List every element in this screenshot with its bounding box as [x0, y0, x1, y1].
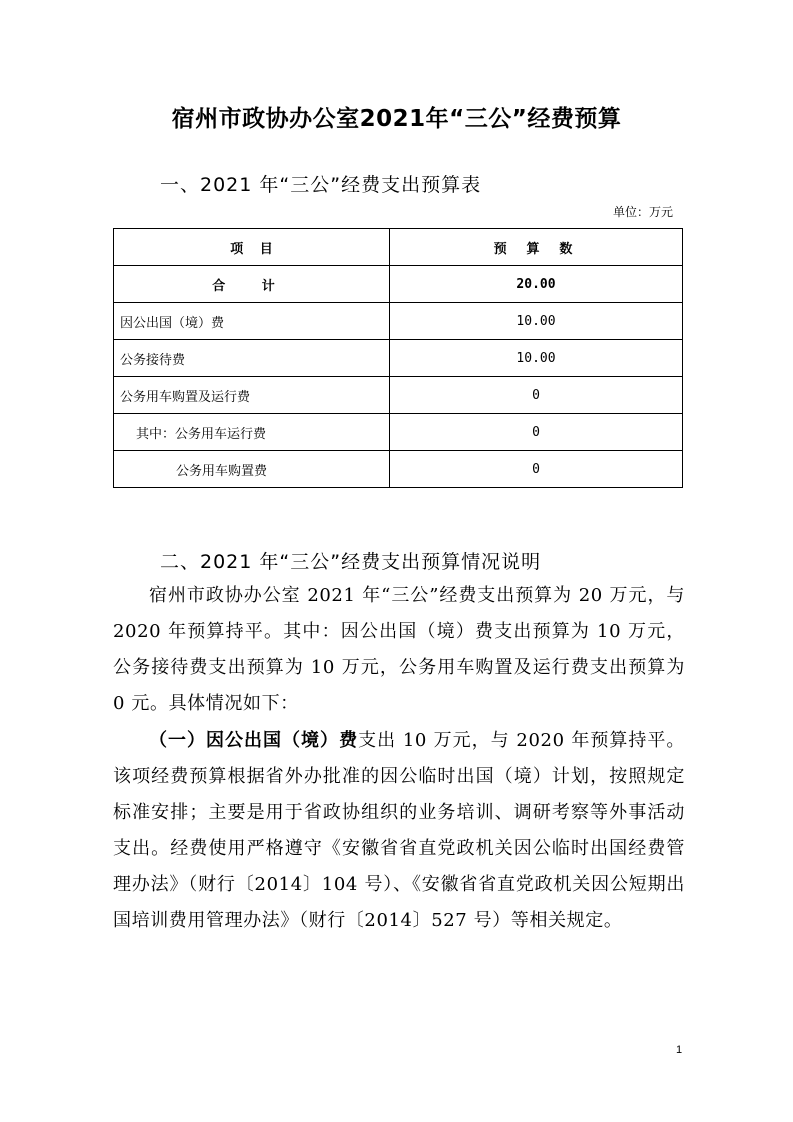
- row-item: 其中：公务用车运行费: [114, 414, 390, 451]
- table-header-row: [114, 229, 683, 266]
- header-item: 项 目: [114, 229, 390, 266]
- header-amount: 预 算 数: [390, 229, 683, 266]
- table-row: [114, 414, 683, 451]
- row-amount: 10.00: [390, 340, 683, 377]
- paragraph-summary: 宿州市政协办公室 2021 年“三公”经费支出预算为 20 万元，与 2020 年预算持平。其中：因公出国（境）费支出预算为 10 万元，公务接待费支出预算为 10 万元，公务用车购置及运行费支出预算为 0 元。具体情况如下：: [113, 585, 685, 714]
- budget-table: [113, 228, 683, 488]
- row-item: 公务接待费: [114, 340, 390, 377]
- row-amount: 0: [390, 414, 683, 451]
- section-2-heading: 二、2021 年“三公”经费支出预算情况说明: [160, 551, 542, 573]
- table-row: [114, 451, 683, 488]
- section-1-heading: 一、2021 年“三公”经费支出预算表: [160, 174, 482, 196]
- paragraph-overseas-travel: [113, 723, 685, 939]
- table-row: [114, 340, 683, 377]
- row-item: 公务用车购置费: [114, 451, 390, 488]
- unit-label: 单位：万元: [612, 205, 673, 219]
- row-amount: 20.00: [390, 266, 683, 303]
- paragraph-lead: （一）因公出国（境）费: [149, 730, 359, 751]
- table-row: [114, 266, 683, 303]
- table-row: [114, 303, 683, 340]
- document-title: 宿州市政协办公室2021年“三公”经费预算: [171, 106, 622, 132]
- section-2-body: [113, 578, 685, 940]
- page-number: 1: [676, 1044, 683, 1056]
- row-item: 公务用车购置及运行费: [114, 377, 390, 414]
- paragraph-text: 支出 10 万元，与 2020 年预算持平。该项经费预算根据省外办批准的因公临时出国（境）计划，按照规定标准安排；主要是用于省政协组织的业务培训、调研考察等外事活动支出。经费使用严格遵守《安徽省省直党政机关因公临时出国经费管理办法》（财行〔2014〕104 号）、《安徽省省直党政机关因公短期出国培训费用管理办法》（财行〔2014〕527 号）等相关规定。: [113, 730, 685, 931]
- row-amount: 0: [390, 377, 683, 414]
- row-item: 因公出国（境）费: [114, 303, 390, 340]
- row-amount: 10.00: [390, 303, 683, 340]
- row-amount: 0: [390, 451, 683, 488]
- row-item: 合 计: [114, 266, 390, 303]
- table-row: [114, 377, 683, 414]
